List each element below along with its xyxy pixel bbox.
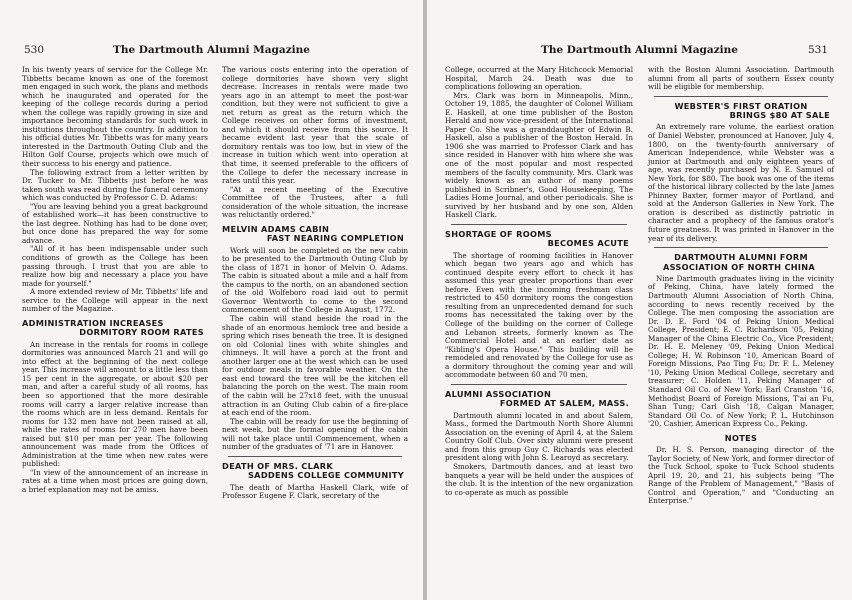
divider [654,247,828,248]
right-page [427,0,852,600]
divider [451,224,627,225]
paragraph: "In view of the announcement of an increase in rates at a time when most prices are going down, a brief explanation may not be amiss. [22,467,208,494]
heading-line-2: FAST NEARING COMPLETION [266,233,404,244]
left-column-1 [22,66,208,495]
heading-line-1: DARTMOUTH ALUMNI FORM [674,252,808,263]
page-number: 530 [24,44,45,56]
article-heading [648,434,834,443]
left-page-header [0,44,423,60]
heading-line-2: FORMED AT SALEM, MASS. [499,398,629,409]
paragraph: A more extended review of Mr. Tibbetts' life and service to the College will appear in the next number of the Magazine. [22,287,208,314]
right-page-header [427,44,852,60]
paragraph: "All of it has been indispensable under such conditions of growth as the College has been passing through. I trust that you are able to realize how big and necessary a place you have made for yourself." [22,244,208,288]
paragraph: In his twenty years of service for the College Mr. Tibbetts became known as one of the foremost men engaged in such work, the plans and methods which he inaugurated and operated for the keeping of the college records during a period when the college was rapidly growing in size and importance becoming standards for such work in institutions throughout the country. In addition to his official duties Mr. Tibbetts was for many years interested in the Dartmouth Outing Club and the Hilton Golf Course, projects which owe much of their success to his energy and patience. [22,65,208,169]
paragraph: Dr. H. S. Person, managing director of the Taylor Society, of New York, and former director of the Tuck School, spoke to Tuck School students April 19, 20, and 21, his subjects being "The Range of the Problem of Management," "Basis of Control and Operation," and "Conducting an Enterprise." [648,445,834,506]
paragraph: Smokers, Dartmouth dances, and at least two banquets a year will be held under the auspices of the club. It is the intention of the new organization to co-operate as much as possible [445,461,633,497]
heading-line-1: MELVIN ADAMS CABIN [222,223,330,234]
heading-line-2: DORMITORY ROOM RATES [79,327,204,338]
heading-line-2: BECOMES ACUTE [547,238,629,249]
running-title: The Dartmouth Alumni Magazine [541,44,738,56]
heading-line-2: BRINGS $80 AT SALE [729,110,830,121]
heading-line-1: SHORTAGE OF ROOMS [445,228,552,239]
paragraph: Mrs. Clark was born in Minneapolis, Minn., October 19, 1885, the daughter of Colonel William E. Haskell, at one time publisher of the Boston Herald and now vice-president of the International Paper Co. She was a granddaughter of Edwin B. Haskell, also a publisher of the Boston Herald. In 1906 she was married to Professor Clark and has since resided in Hanover with him where she was one of the most popular and most respected members of the faculty community. Mrs. Clark was widely known as an author of many poems published in Scribner's, Good Housekeeping, The Ladies Home Journal, and other periodicals. She is survived by her husband and by one son, Alden Haskell Clark. [445,90,633,220]
paragraph: Work will soon be completed on the new cabin to be presented to the Dartmouth Outing Club by the class of 1871 in honor of Melvin O. Adams. The cabin is situated about a mile and a half from the campus to the north, on an abandoned section of the old Wolfeboro road laid out to permit Governor Wentworth to come to the second commencement of the College in August, 1772. [222,245,408,315]
page-number: 531 [807,44,828,56]
left-column-2 [222,66,408,501]
divider [654,96,828,97]
article-heading [445,230,633,249]
paragraph: "At a recent meeting of the Executive Committee of the Trustees, after a full consideration of the whole situation, the increase was reluctantly ordered." [222,184,408,220]
right-column-2 [648,66,834,506]
divider [451,384,627,385]
running-title: The Dartmouth Alumni Magazine [113,44,310,56]
heading-line-1: DEATH OF MRS. CLARK [222,460,334,471]
article-heading [445,390,633,409]
left-page [0,0,423,600]
paragraph: The cabin will stand beside the road in the shade of an enormous hemlock tree and beside a spring which rises beneath the tree. It is designed on old Colonial lines with white shingles and chimneys. It will have a porch at the front and another larger one at the west which can be used for outdoor meals in favorable weather. On the east end toward the tree will be the kitchen ell balancing the porch on the west. The main room of the cabin will be 27x18 feet, with the unusual attraction in an Outing Club cabin of a fire-place at each end of the room. [222,314,408,418]
paragraph: with the Boston Alumni Association. Dartmouth alumni from all parts of southern Essex county will be eligible for membership. [648,65,834,92]
paragraph: College, occurred at the Mary Hitchcock Memorial Hospital, March 24. Death was due to complications following an operation. [445,65,633,92]
paragraph: Dartmouth alumni located in and about Salem, Mass., formed the Dartmouth North Shore Alumni Association on the evening of April 4, at the Salem Country Golf Club. Over sixty alumni were present and from this group Guy C. Richards was elected president along with John S. Learoyd as secretary. [445,410,633,463]
paragraph: "You are leaving behind you a great background of established work—it has been constructive to the last degree. Nothing has had to be done over, but once done has prepared the way for some advance. [22,201,208,245]
article-heading [648,253,834,272]
heading-line-2: ASSOCIATION OF NORTH CHINA [662,261,816,272]
paragraph: The cabin will be ready for use the beginning of next week, but the formal opening of the cabin will not take place until Commencement, when a number of the graduates of '71 are in Hanover. [222,416,408,452]
paragraph: The following extract from a letter written by Dr. Tucker to Mr. Tibbetts just before he was taken south was read during the funeral ceremony which was conducted by Professor C. D. Adams: [22,167,208,203]
article-heading [648,102,834,121]
heading-line-1: WEBSTER'S FIRST ORATION [674,100,808,111]
paragraph: An extremely rare volume, the earliest oration of Daniel Webster, pronounced at Hanover, July 4, 1800, on the twenty-fourth anniversary of American Independence, while Webster was a junior at Dartmouth and only eighteen years of age, was recently purchased by N. E. Samuel of New York, for $80. The book was one of the items of the historical library collected by the late James Phinney Baxter, former mayor of Portland, and sold at the Anderson Galleries in New York. The oration is described as distinctly patriotic in character and a prophecy of the famous orator's future greatness. It was printed in Hanover in the year of its delivery. [648,122,834,243]
article-heading [22,319,208,338]
article-heading [222,462,408,481]
paragraph: The various costs entering into the operation of college dormitories have shown very slight decrease. Increases in rentals were made two years ago in an attempt to meet the post-war condition, but they were not sufficient to give a net return as great as the return which the College receives on other forms of investment, and which it should receive from this source. It became evident last year that the scale of dormitory rentals was too low, but in view of the increase in tuition which went into operation at that time, it seemed preferable to the officers of the College to defer the necessary increase in rates until this year. [222,65,408,186]
heading-line-1: NOTES [724,432,758,443]
paragraph: An increase in the rentals for rooms in college dormitories was announced March 21 and will go into effect at the beginning of the next college year. This increase will amount to a little less than 15 per cent in the aggregate, or about $20 per man, and after a careful study of all rooms, has been so apportioned that the more desirable rooms will carry a larger relative increase than the rooms which are in less demand. Rentals for rooms for 132 men have not been raised at all, while the rates of rooms for 270 men have been raised but $10 per man per year. The following announcement was made from the Offices of Administration at the time when new rates were published: [22,339,208,469]
article-heading [222,225,408,244]
heading-line-1: ADMINISTRATION INCREASES [22,317,164,328]
paragraph: The shortage of rooming facilities in Hanover which began two years ago and which has continued despite every effort to check it has assumed this year greater proportions than ever before. Even with the incoming freshman class restricted to 450 dormitory rooms the congestion resulting from an unprecedented demand for such rooms has necessitated the taking over by the College of the building on the corner of College and Lebanon streets, formerly known as The Commercial Hotel and at an earlier date as "Kibling's Opera House." This building will be remodeled and renovated by the College for use as a dormitory throughout the coming year and will accommodate between 60 and 70 men. [445,250,633,380]
paragraph: The death of Martha Haskell Clark, wife of Professor Eugene F. Clark, secretary of the [222,482,408,501]
heading-line-2: SADDENS COLLEGE COMMUNITY [247,470,404,481]
divider [228,456,402,457]
heading-line-1: ALUMNI ASSOCIATION [445,388,552,399]
paragraph: Nine Dartmouth graduates living in the vicinity of Peking, China, have lately formed the Dartmouth Alumni Association of North China, according to news recently received by the College. The men composing the association are Dr. D. E. Ford '04 of Peking Union Medical College, President; E. C. Richardson '05, Peking Manager of the China Electric Co., Vice President; Dr. H. E. Meleney '09, Peking Union Medical College; H. W. Robinson '10, American Board of Foreign Missions, Pao Ting Fu; Dr. F. L. Meleney '10, Peking Union Medical College, secretary and treasurer; C. Holden '11, Peking Manager of Standard Oil Co. of New York; Earl Cranston '16, Methodist Board of Foreign Missions, T'ai an Fu, Shan Tung; Carl Gish '18, Calgan Manager, Standard Oil Co. of New York; P. L. Hutchinson '20, Cashier, American Express Co., Peking. [648,273,834,429]
right-column-1 [445,66,633,497]
